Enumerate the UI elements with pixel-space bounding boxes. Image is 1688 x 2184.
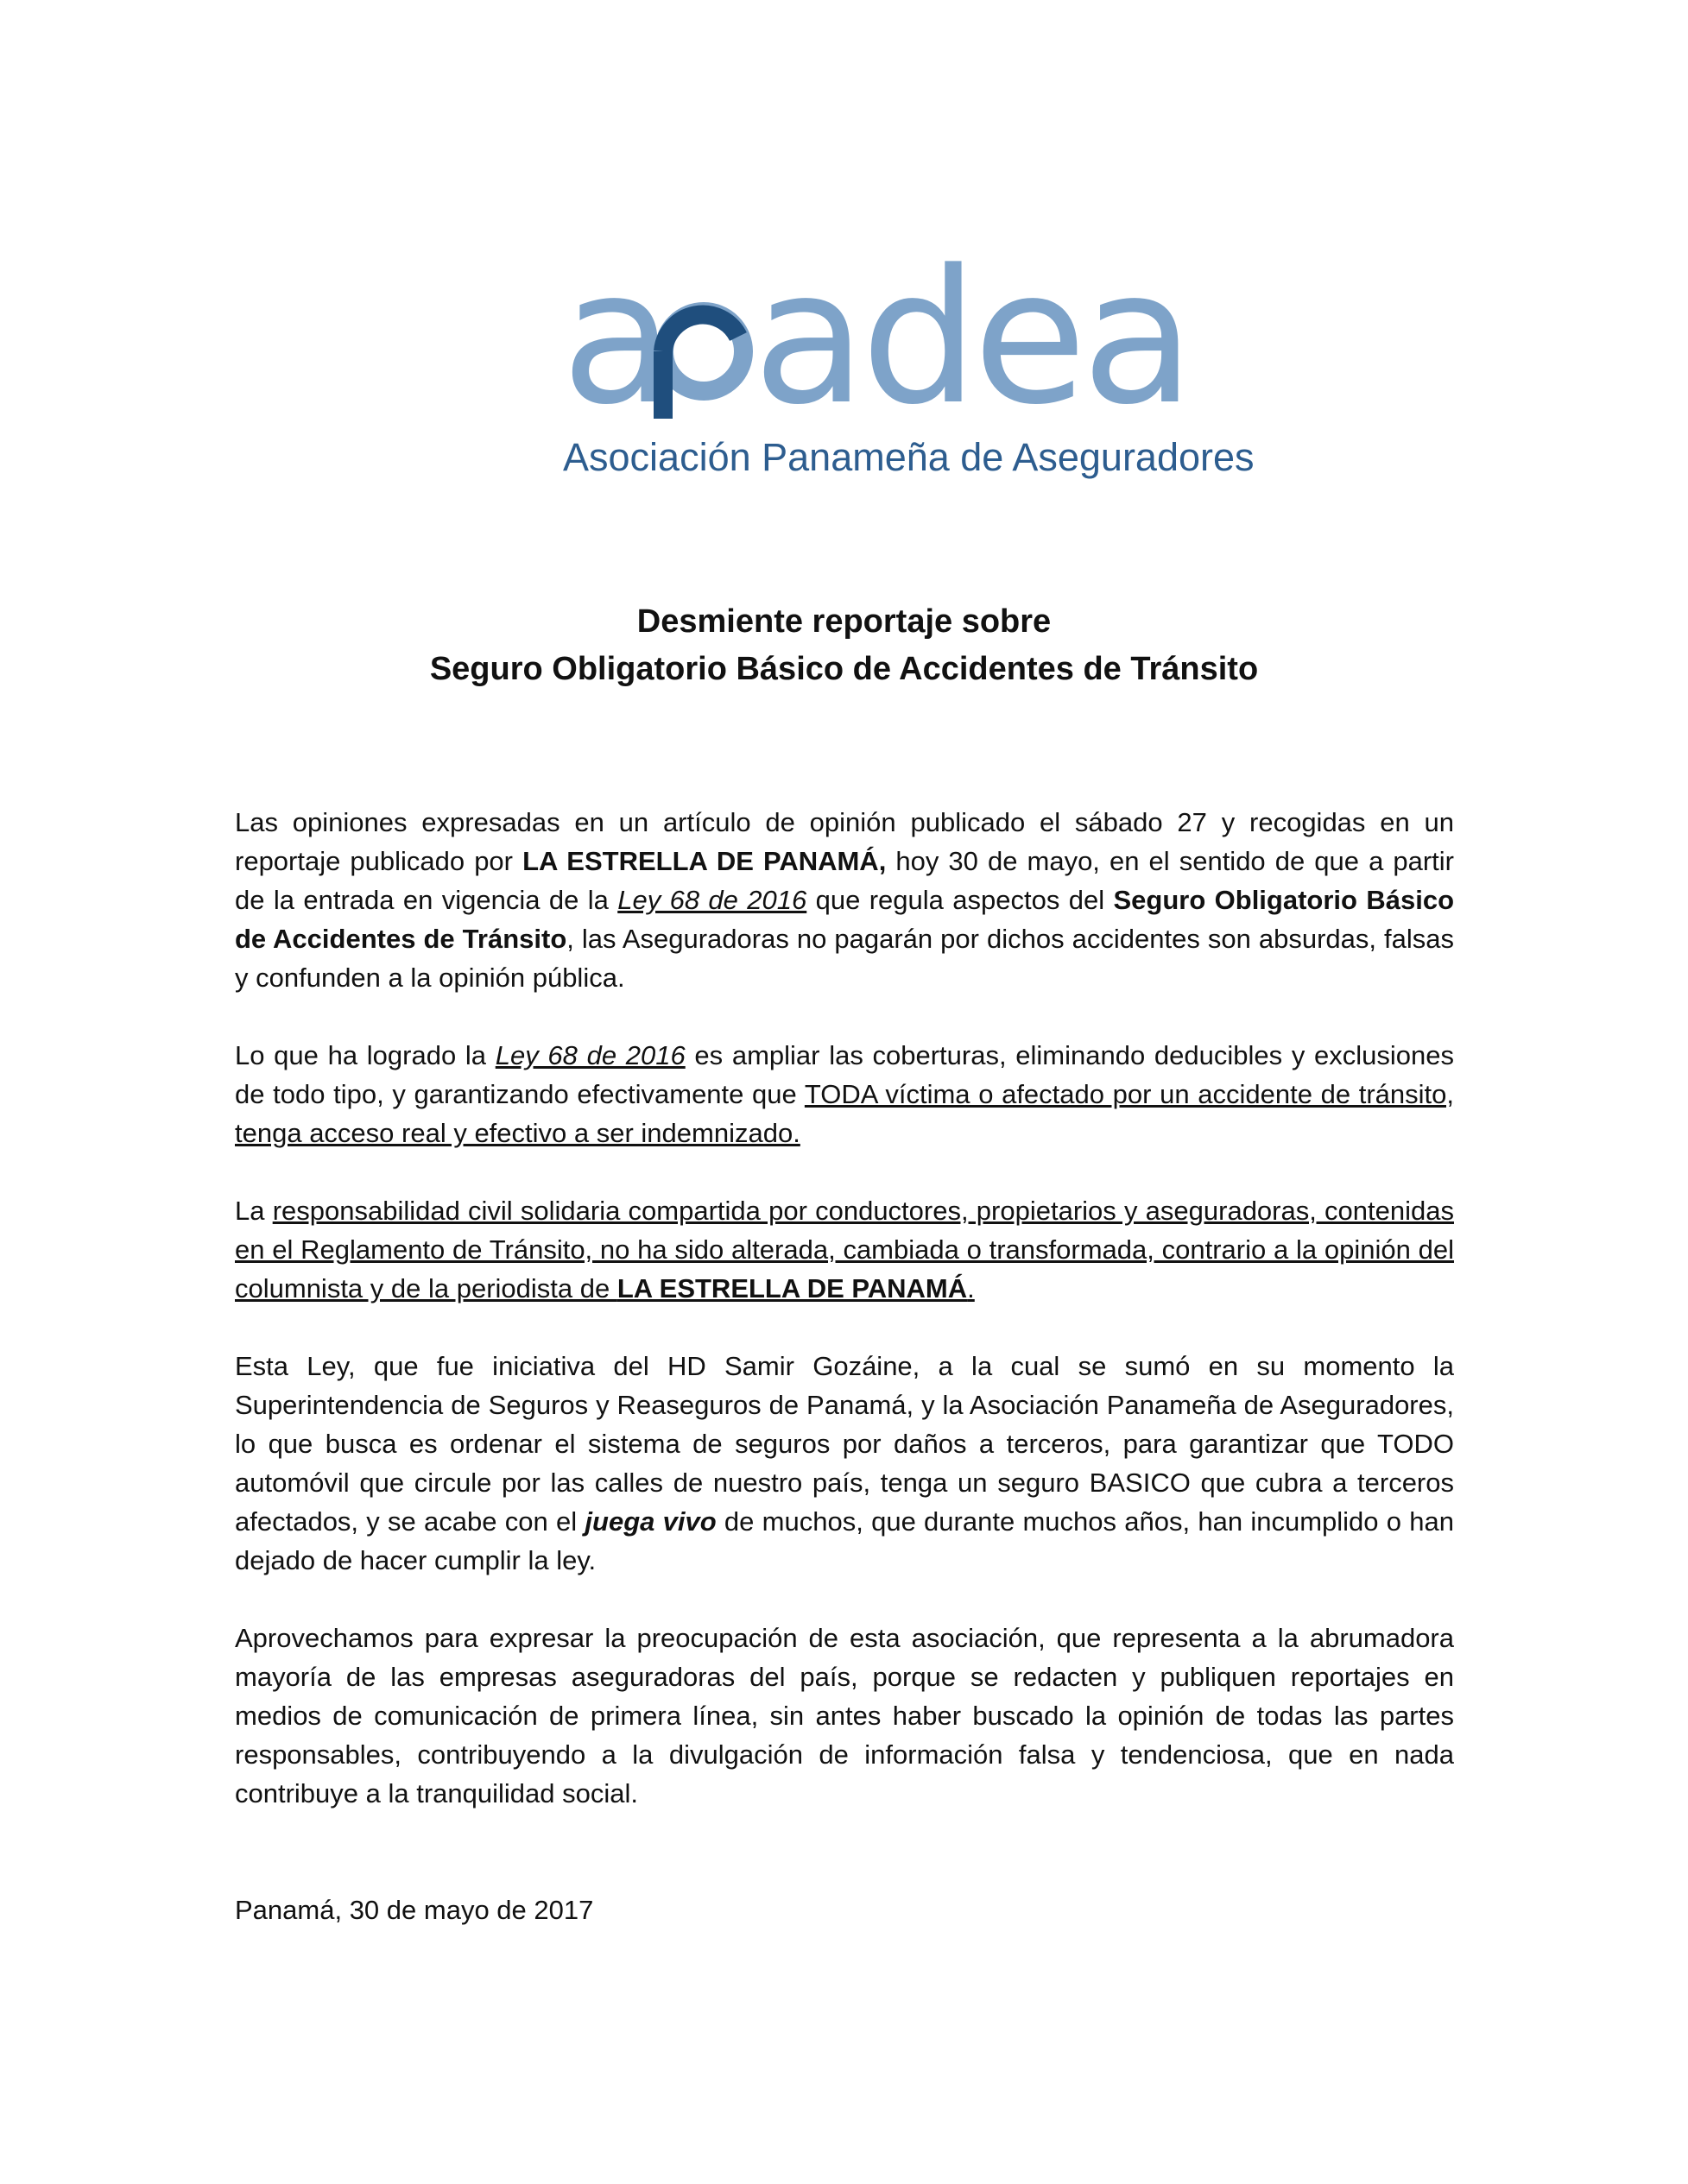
p2-text-a: Lo que ha logrado la (235, 1040, 496, 1070)
p1-text-g: , las Aseguradoras no pagarán por dichos accidentes son absurdas, falsas y confunden a la opinión pública. (235, 924, 1454, 993)
p3-newspaper-name: LA ESTRELLA DE PANAMÁ (616, 1273, 968, 1303)
p1-newspaper-name: LA ESTRELLA DE PANAMÁ, (522, 846, 887, 876)
apadea-logo-graphic (561, 230, 1255, 488)
document-body (235, 803, 1454, 1852)
p1-text-e: que regula aspectos del (806, 885, 1114, 915)
p2-underlined-text: TODA víctima o afectado por un accidente de tránsito, tenga acceso real y efectivo a ser indemnizado. (235, 1079, 1455, 1148)
document-title (0, 598, 1688, 693)
p1-insurance-name: Seguro Obligatorio Básico de Accidentes de Tránsito (235, 885, 1455, 954)
p1-text-c: hoy 30 de mayo, en el sentido de que a partir de la entrada en vigencia de la (235, 846, 1454, 915)
document-date: Panamá, 30 de mayo de 2017 (235, 1895, 594, 1925)
logo-p-mark (663, 312, 743, 419)
paragraph-3 (235, 1191, 1454, 1308)
paragraph-2 (235, 1036, 1454, 1152)
p4-text-a: Esta Ley, que fue iniciativa del HD Samir Gozáine, a la cual se sumó en su momento la Superintendencia de Seguros y Reaseguros de Panamá, y la Asociación Panameña de Aseguradores, lo que busca es ordenar el sistema de seguros por daños a terceros, para garantizar que TODO automóvil que circule por las calles de nuestro país, tenga un seguro BASICO que cubra a terceros afectados, y se acabe con el (235, 1351, 1454, 1537)
paragraph-5 (235, 1619, 1454, 1813)
svg-text:a: a (561, 230, 670, 445)
p3-period: . (967, 1273, 975, 1303)
p3-underlined-text: responsabilidad civil solidaria compartida por conductores, propietarios y aseguradoras, contenidas en el Reglamento de Tránsito, no ha sido alterada, cambiada o transformada, contrario a la opinión del columnista y de la periodista de (235, 1196, 1454, 1303)
svg-text:adea: adea (753, 230, 1190, 445)
p1-text-a: Las opiniones expresadas en un artículo de opinión publicado el sábado 27 y recogidas en un reportaje publicado por (235, 807, 1454, 876)
title-line-2: Seguro Obligatorio Básico de Accidentes de Tránsito (429, 651, 1259, 687)
p2-law-reference: Ley 68 de 2016 (495, 1040, 686, 1070)
p1-law-reference: Ley 68 de 2016 (617, 885, 807, 915)
logo-tagline: Asociación Panameña de Aseguradores (563, 435, 1255, 479)
p4-text-c: de muchos, que durante muchos años, han incumplido o han dejado de hacer cumplir la ley. (235, 1506, 1454, 1575)
p2-text-c: es ampliar las coberturas, eliminando deducibles y exclusiones de todo tipo, y garantizando efectivamente que (235, 1040, 1454, 1109)
title-line-1: Desmiente reportaje sobre (636, 603, 1052, 640)
paragraph-4 (235, 1347, 1454, 1580)
paragraph-1 (235, 803, 1454, 997)
p3-text-a: La (235, 1196, 273, 1226)
p5-text-a: Aprovechamos para expresar la preocupación de esta asociación, que representa a la abrumadora mayoría de las empresas aseguradoras del país, porque se redacten y publiquen reportajes en medios de comunicación de primera línea, sin antes haber buscado la opinión de todas las partes responsables, contribuyendo a la divulgación de información falsa y tendenciosa, que en nada contribuye a la tranquilidad social. (235, 1623, 1454, 1808)
p4-emphasis: juega vivo (585, 1506, 717, 1537)
apadea-logo (561, 230, 1255, 488)
